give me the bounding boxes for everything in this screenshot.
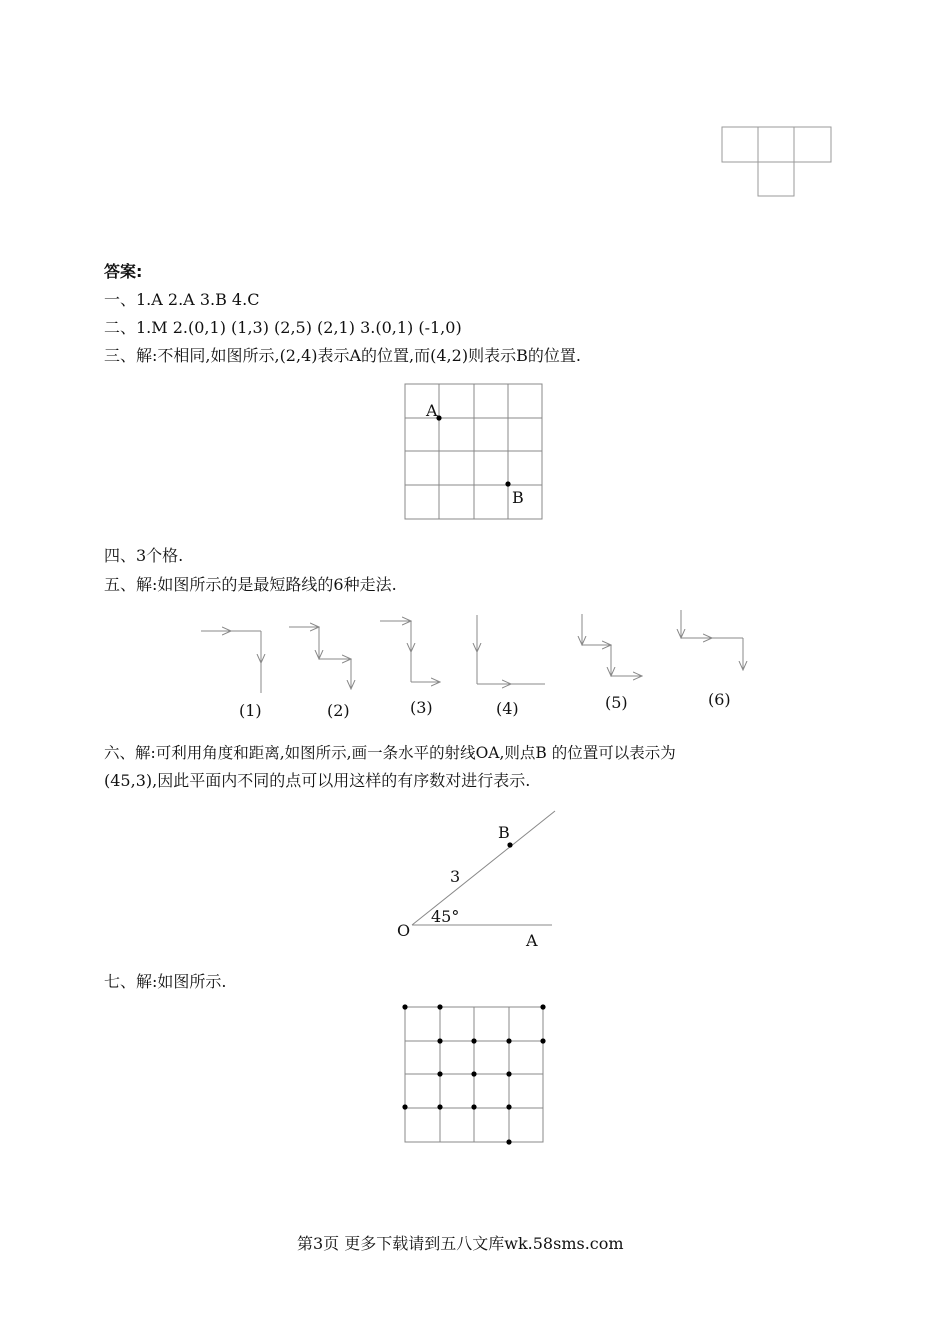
route-3 — [380, 621, 440, 682]
route-1 — [201, 631, 261, 693]
route-caption-6: (6) — [708, 690, 731, 709]
route-caption-2: (2) — [327, 701, 350, 720]
grid-point — [506, 1071, 511, 1076]
grid-figure-points — [402, 1004, 545, 1144]
angle-value-label: 45° — [431, 907, 460, 926]
grid-figure-ab — [405, 384, 542, 519]
point-b-label: B — [512, 488, 524, 507]
answer-section-7: 七、解:如图所示. — [104, 972, 227, 991]
route-2 — [289, 627, 351, 689]
route-caption-3: (3) — [410, 698, 433, 717]
page-footer: 第3页 更多下载请到五八文库wk.58sms.com — [297, 1234, 624, 1253]
grid-point — [540, 1038, 545, 1043]
answer-section-6-line1: 六、解:可利用角度和距离,如图所示,画一条水平的射线OA,则点B 的位置可以表示为 — [104, 744, 676, 762]
angle-figure — [397, 811, 555, 950]
cube-net-figure — [722, 127, 831, 196]
grid-point — [437, 1071, 442, 1076]
grid-point — [437, 1104, 442, 1109]
answer-section-5: 五、解:如图所示的是最短路线的6种走法. — [104, 575, 397, 594]
point-b-dot — [507, 842, 512, 847]
answer-section-1: 一、1.A 2.A 3.B 4.C — [104, 290, 260, 309]
route-caption-4: (4) — [496, 699, 519, 718]
grid-point — [506, 1104, 511, 1109]
route-4 — [477, 615, 545, 684]
answer-heading: 答案: — [104, 262, 143, 281]
route-captions — [239, 690, 731, 720]
grid-point — [402, 1004, 407, 1009]
route-caption-5: (5) — [605, 693, 628, 712]
origin-label: O — [397, 921, 411, 940]
grid-point — [471, 1038, 476, 1043]
route-6 — [681, 610, 743, 670]
answer-section-3: 三、解:不相同,如图所示,(2,4)表示A的位置,而(4,2)则表示B的位置. — [104, 346, 581, 365]
answer-section-6-line2: (45,3),因此平面内不同的点可以用这样的有序数对进行表示. — [104, 771, 531, 790]
grid-point — [506, 1139, 511, 1144]
grid-point — [402, 1104, 407, 1109]
point-a-label: A — [426, 401, 438, 420]
grid-point — [471, 1104, 476, 1109]
route-caption-1: (1) — [239, 701, 262, 720]
grid-point — [540, 1004, 545, 1009]
angle-distance-label: 3 — [450, 867, 461, 886]
grid-point — [471, 1071, 476, 1076]
answer-section-4: 四、3个格. — [104, 546, 184, 565]
grid-point — [437, 1038, 442, 1043]
answer-section-2: 二、1.M 2.(0,1) (1,3) (2,5) (2,1) 3.(0,1) (-1,0) — [104, 318, 462, 337]
ray-end-label: A — [526, 931, 538, 950]
point-b — [505, 481, 510, 486]
grid-point — [437, 1004, 442, 1009]
route-5 — [582, 614, 642, 676]
angle-point-b-label: B — [498, 823, 510, 842]
route-figures — [201, 610, 743, 693]
grid-point — [506, 1038, 511, 1043]
